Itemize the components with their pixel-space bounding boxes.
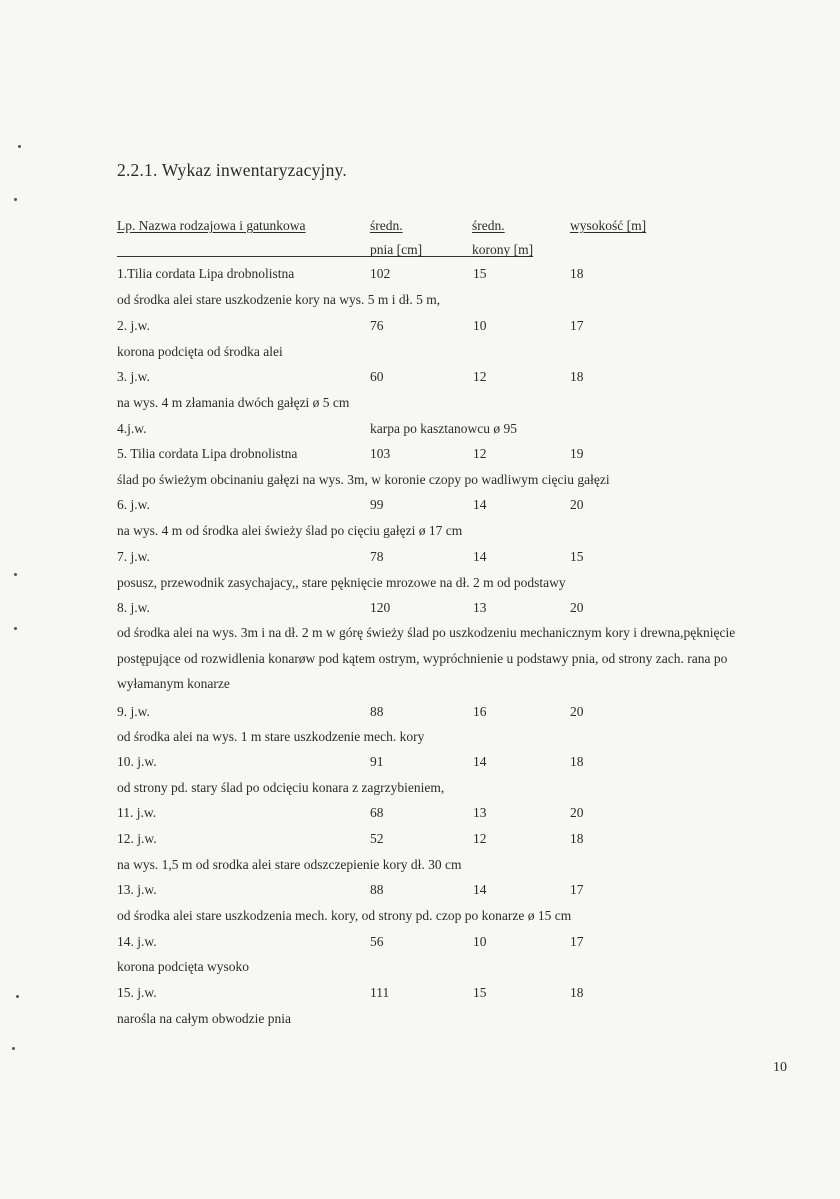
tree-name: 11. j.w. [117,805,157,820]
tree-name: 14. j.w. [117,934,157,949]
trunk-diameter: 76 [370,318,384,333]
trunk-diameter: 56 [370,934,384,949]
tree-name: 3. j.w. [117,369,150,384]
trunk-diameter: 103 [370,446,391,461]
crown-diameter: 13 [473,805,487,820]
tree-name: 6. j.w. [117,497,150,512]
trunk-diameter: 102 [370,266,391,281]
trunk-diameter: 60 [370,369,384,384]
table-row [0,600,840,618]
crown-diameter: 10 [473,934,487,949]
table-row [0,266,840,284]
header-rule [117,256,532,257]
tree-name: 2. j.w. [117,318,150,333]
height: 20 [570,805,584,820]
header-lp-name: Lp. Nazwa rodzajowa i gatunkowa [117,218,306,233]
tree-name: 5. Tilia cordata Lipa drobnolistna [117,446,298,461]
height: 18 [570,985,584,1000]
crown-diameter: 15 [473,266,487,281]
crown-diameter: 12 [473,446,487,461]
tree-name: 8. j.w. [117,600,150,615]
row-note: ślad po świeżym obcinaniu gałęzi na wys. 3m, w koronie czopy po wadliwym cięciu gałęzi [117,472,610,487]
crown-diameter: 14 [473,549,487,564]
height: 18 [570,266,584,281]
table-row [0,934,840,952]
crown-diameter: 16 [473,704,487,719]
header-pnia-unit: pnia [cm] [370,242,423,257]
header-wysokosc: wysokość [m] [570,218,647,233]
row-note: korona podcięta od środka alei [117,344,283,359]
row-note: od środka alei stare uszkodzenia mech. kory, od strony pd. czop po konarze ø 15 cm [117,908,572,923]
height: 18 [570,831,584,846]
trunk-diameter: 91 [370,754,384,769]
table-row [0,318,840,336]
tree-name: 10. j.w. [117,754,157,769]
height: 18 [570,369,584,384]
tree-name: 9. j.w. [117,704,150,719]
tree-name: 12. j.w. [117,831,157,846]
row-note: na wys. 4 m złamania dwóch gałęzi ø 5 cm [117,395,350,410]
height: 17 [570,882,584,897]
row-note: od środka alei na wys. 1 m stare uszkodzenie mech. kory [117,729,425,744]
crown-diameter: 14 [473,882,487,897]
crown-diameter: 10 [473,318,487,333]
tree-name: 13. j.w. [117,882,157,897]
scan-mark [12,1047,15,1050]
tree-name: 15. j.w. [117,985,157,1000]
header-sredn-korony: średn. [472,218,505,233]
scan-mark [14,573,17,576]
crown-diameter: 14 [473,754,487,769]
row-note: na wys. 4 m od środka alei świeży ślad po cięciu gałęzi ø 17 cm [117,523,463,538]
height: 17 [570,318,584,333]
height: 20 [570,704,584,719]
table-row [0,754,840,772]
height: 20 [570,497,584,512]
crown-diameter: 14 [473,497,487,512]
table-row [0,805,840,823]
row-note: od środka alei stare uszkodzenie kory na wys. 5 m i dł. 5 m, [117,292,441,307]
table-row [0,704,840,722]
trunk-diameter: 88 [370,882,384,897]
table-row [0,446,840,464]
row-note: posusz, przewodnik zasychajacy,, stare pęknięcie mrozowe na dł. 2 m od podstawy [117,575,566,590]
row-note: na wys. 1,5 m od srodka alei stare odszczepienie kory dł. 30 cm [117,857,462,872]
table-row [0,369,840,387]
trunk-diameter: 99 [370,497,384,512]
tree-name: 7. j.w. [117,549,150,564]
trunk-diameter: karpa po kasztanowcu ø 95 [370,421,517,436]
row-note: od środka alei na wys. 3m i na dł. 2 m w górę świeży ślad po uszkodzeniu mechanicznym kory i drewna,pęknięcie postępujące od rozwidlenia konarøw pod kątem ostrym, wypróchnienie u podstawy pnia, od strony zach. rana po wyłamanym konarze [117,625,736,691]
crown-diameter: 13 [473,600,487,615]
section-heading: 2.2.1. Wykaz inwentaryzacyjny. [117,160,347,180]
page-number: 10 [773,1060,787,1075]
table-row [0,882,840,900]
height: 18 [570,754,584,769]
scan-mark [14,198,17,201]
table-row [0,985,840,1003]
table-row [0,549,840,567]
height: 17 [570,934,584,949]
row-note: korona podcięta wysoko [117,959,249,974]
height: 20 [570,600,584,615]
trunk-diameter: 68 [370,805,384,820]
trunk-diameter: 111 [370,985,390,1000]
crown-diameter: 12 [473,831,487,846]
height: 15 [570,549,584,564]
height: 19 [570,446,584,461]
row-note: narośla na całym obwodzie pnia [117,1011,291,1026]
table-row [0,497,840,515]
tree-name: 4.j.w. [117,421,147,436]
trunk-diameter: 88 [370,704,384,719]
table-row [0,831,840,849]
crown-diameter: 12 [473,369,487,384]
header-sredn-pnia: średn. [370,218,403,233]
row-note: od strony pd. stary ślad po odcięciu konara z zagrzybieniem, [117,780,445,795]
trunk-diameter: 52 [370,831,384,846]
trunk-diameter: 120 [370,600,391,615]
scan-mark [14,627,17,630]
table-row [0,421,840,439]
crown-diameter: 15 [473,985,487,1000]
trunk-diameter: 78 [370,549,384,564]
tree-name: 1.Tilia cordata Lipa drobnolistna [117,266,295,281]
scan-mark [18,145,21,148]
header-korony-unit: korony [m] [472,242,534,257]
